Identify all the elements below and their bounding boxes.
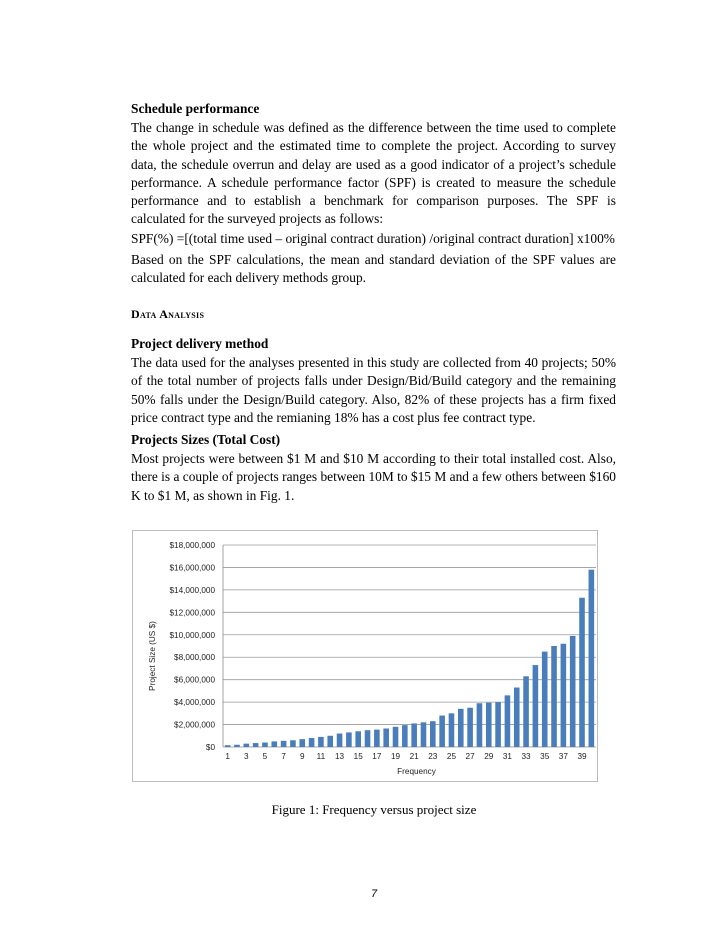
figure-caption: Figure 1: Frequency versus project size (271, 802, 477, 817)
x-tick-label: 39 (577, 752, 587, 761)
section-schedule-performance (131, 100, 616, 287)
x-tick-label: 11 (316, 752, 326, 761)
y-tick-label: $12,000,000 (169, 608, 215, 618)
x-tick-label: 27 (465, 752, 475, 761)
bar (281, 741, 287, 747)
x-tick-label: 15 (353, 752, 363, 761)
bar (477, 703, 483, 747)
x-tick-label: 29 (484, 752, 494, 761)
bar (523, 676, 529, 747)
bar (253, 743, 259, 747)
bar (579, 598, 585, 747)
x-axis-title: Frequency (397, 767, 436, 776)
x-tick-label: 31 (502, 752, 512, 761)
bar (365, 730, 371, 747)
bar (486, 703, 492, 747)
y-axis-title: Project Size (US $) (148, 621, 157, 691)
bar (505, 695, 511, 747)
y-tick-label: $2,000,000 (174, 720, 215, 730)
bar (533, 665, 539, 747)
bar (561, 644, 567, 747)
y-tick-label: $10,000,000 (169, 630, 215, 640)
x-tick-label: 17 (372, 752, 382, 761)
x-tick-label: 5 (262, 752, 268, 761)
x-tick-label: 33 (521, 752, 531, 761)
bar (458, 709, 464, 747)
bar (374, 730, 380, 747)
figure-frequency-vs-size (132, 530, 598, 782)
page-number: 7 (370, 888, 378, 900)
x-tick-label: 3 (244, 752, 249, 761)
paragraph-delivery-method: The data used for the analyses presented in this study are collected from 40 projects; 50% of the total number of projects falls under Design/Bid/Build category and the remaining 50% falls under the Design/Build category. Also, 82% of these projects has a firm fixed price contract type and the remianing 18% has a cost plus fee contract type. (131, 355, 616, 425)
bar (383, 728, 389, 747)
y-tick-label: $16,000,000 (169, 563, 215, 573)
bar (551, 646, 557, 747)
heading-data-analysis: Data Analysis (131, 307, 205, 321)
bar (495, 702, 501, 747)
y-tick-label: $14,000,000 (169, 585, 215, 595)
x-tick-label: 21 (409, 752, 419, 761)
y-tick-label: $4,000,000 (174, 698, 215, 708)
bar (244, 744, 250, 747)
x-tick-label: 7 (281, 752, 286, 761)
bar (299, 739, 305, 747)
x-tick-label: 1 (225, 752, 230, 761)
bar (309, 738, 315, 747)
section-project-delivery (131, 335, 616, 427)
y-tick-label: $18,000,000 (169, 541, 215, 550)
bar (411, 723, 417, 747)
bar (514, 688, 520, 747)
bar (262, 743, 268, 747)
heading-schedule-performance: Schedule performance (131, 101, 260, 116)
paragraph-spf-calculations: Based on the SPF calculations, the mean and standard deviation of the SPF values are calculated for each delivery methods group. (131, 251, 616, 285)
bar-chart (133, 531, 599, 783)
bar (355, 731, 361, 747)
bar (449, 713, 455, 747)
x-tick-label: 9 (299, 752, 305, 761)
x-tick-label: 35 (540, 752, 550, 761)
bar (542, 652, 548, 747)
bar (271, 741, 277, 747)
x-tick-label: 25 (446, 752, 457, 761)
x-tick-label: 37 (558, 752, 568, 761)
bar (318, 737, 324, 747)
bar (439, 716, 445, 747)
spf-formula: SPF(%) =[(total time used – original contract duration) /original contract duration] x100% (131, 231, 615, 247)
bar (570, 636, 576, 747)
section-project-sizes (131, 431, 616, 505)
bar (337, 734, 343, 747)
x-tick-label: 19 (390, 752, 401, 761)
bar (430, 721, 436, 747)
bar (327, 736, 333, 747)
heading-project-sizes: Projects Sizes (Total Cost) (131, 432, 281, 447)
bar (234, 745, 240, 747)
bar (346, 732, 352, 747)
paragraph-project-sizes: Most projects were between $1 M and $10 M according to their total installed cost. Also, there is a couple of projects ranges between 10M to $15 M and a few others between $160 K to $1 M, as shown in Fig. 1. (131, 451, 616, 503)
paragraph-schedule-change: The change in schedule was defined as the difference between the time used to complete the whole project and the estimated time to complete the project. According to survey data, the schedule overrun and delay are used as a good indicator of a project’s schedule performance. A schedule performance factor (SPF) is created to measure the schedule performance and to establish a benchmark for comparison purposes. The SPF is calculated for the surveyed projects as follows: (131, 120, 616, 227)
y-tick-label: $6,000,000 (174, 675, 215, 685)
bar (402, 725, 408, 747)
heading-project-delivery-method: Project delivery method (131, 336, 269, 351)
bar (467, 708, 473, 747)
bar (589, 570, 595, 747)
bar (393, 727, 399, 747)
x-tick-label: 23 (428, 752, 438, 761)
x-tick-label: 13 (335, 752, 345, 761)
bar (225, 745, 231, 747)
bar (421, 722, 427, 747)
y-tick-label: $8,000,000 (174, 653, 215, 663)
bar (290, 740, 296, 747)
y-tick-label: $0 (205, 743, 215, 752)
